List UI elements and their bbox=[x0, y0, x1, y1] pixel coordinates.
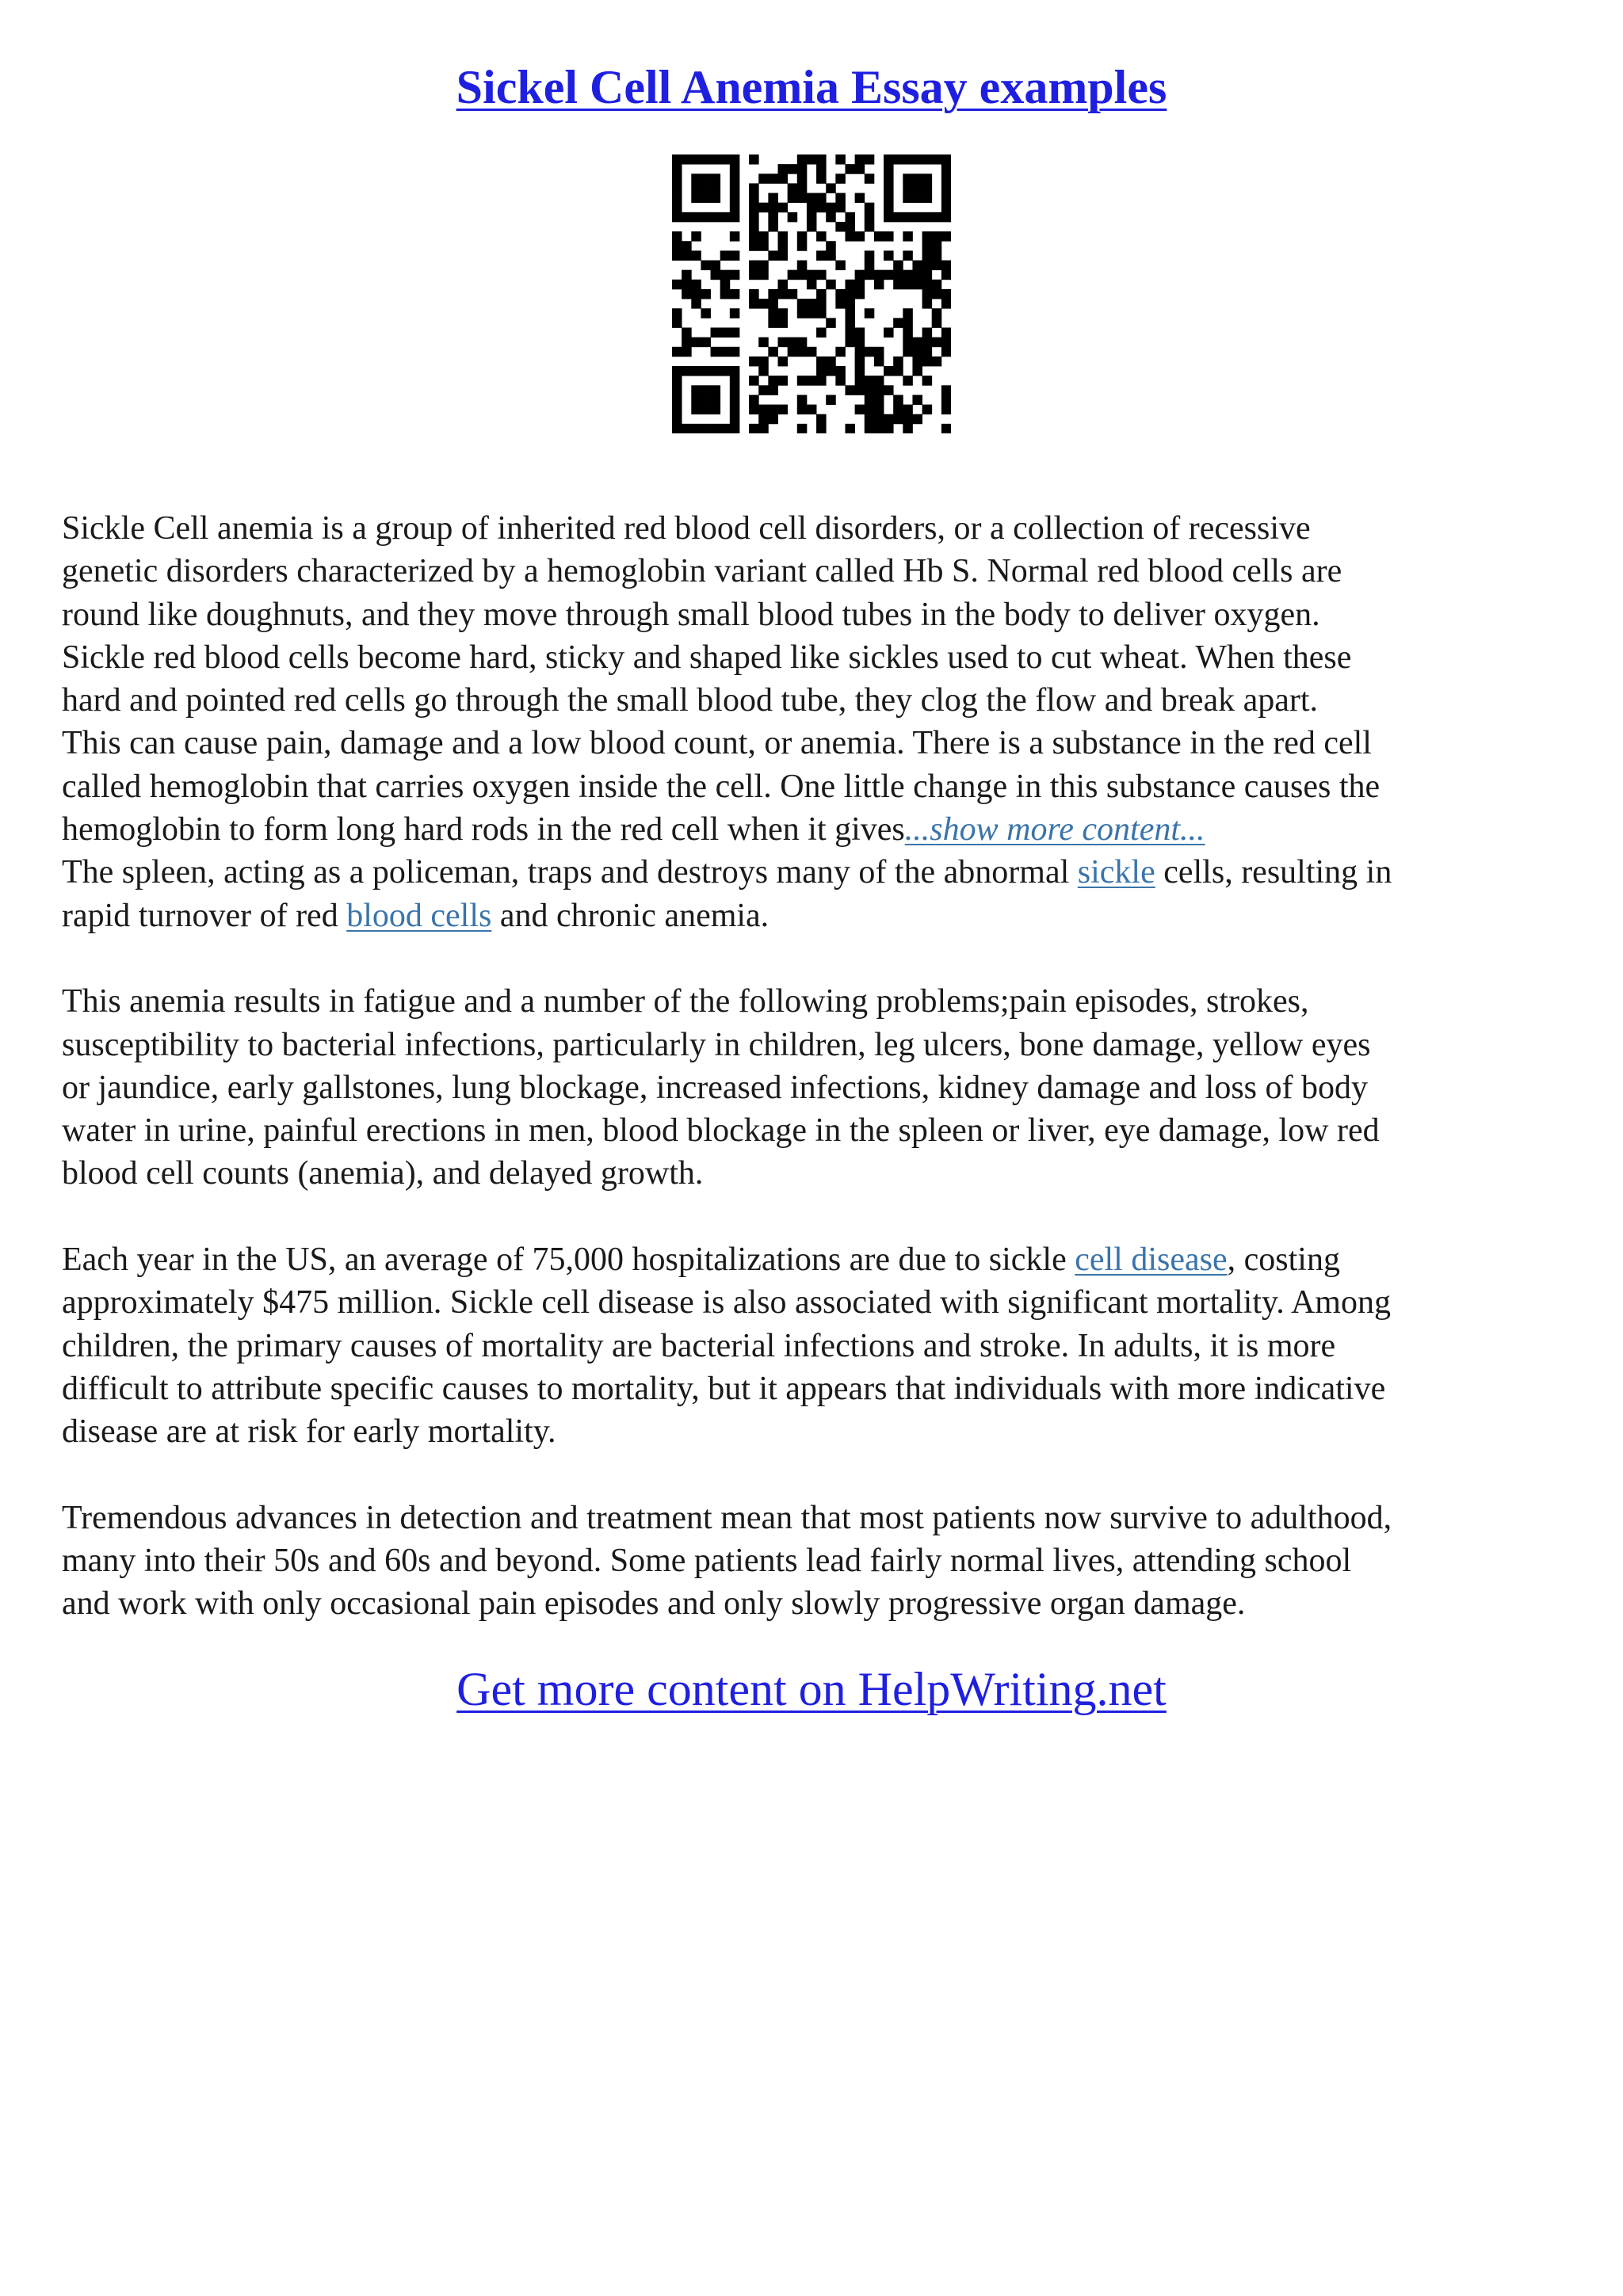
page-title-link[interactable]: Sickel Cell Anemia Essay examples bbox=[456, 61, 1167, 113]
footer-helpwriting-link[interactable]: Get more content on HelpWriting.net bbox=[456, 1663, 1167, 1715]
qr-code-icon bbox=[672, 154, 951, 433]
text-segment: rapid turnover of red bbox=[62, 897, 347, 934]
text-line: round like doughnuts, and they move through small blood tubes in the body to deliver oxygen. bbox=[62, 596, 1320, 633]
essay-body bbox=[62, 507, 1575, 1626]
blood-cells-link[interactable]: blood cells bbox=[346, 897, 492, 934]
text-line: This anemia results in fatigue and a number of the following problems;pain episodes, strokes, bbox=[62, 983, 1309, 1020]
cell-disease-link[interactable]: cell disease bbox=[1075, 1241, 1228, 1279]
text-segment: Each year in the US, an average of 75,000 hospitalizations are due to sickle bbox=[62, 1241, 1075, 1279]
text-segment: The spleen, acting as a policeman, traps and destroys many of the abnormal bbox=[62, 854, 1078, 891]
text-line: approximately $475 million. Sickle cell disease is also associated with significant mortality. Among bbox=[62, 1284, 1391, 1322]
text-line: blood cell counts (anemia), and delayed growth. bbox=[62, 1155, 704, 1192]
text-line: difficult to attribute specific causes to mortality, but it appears that individuals with more indicative bbox=[62, 1370, 1386, 1407]
text-line bbox=[62, 808, 1575, 851]
text-segment: and chronic anemia. bbox=[491, 897, 769, 934]
text-line: Sickle Cell anemia is a group of inherited red blood cell disorders, or a collection of recessive bbox=[62, 510, 1311, 547]
text-segment: hemoglobin to form long hard rods in the red cell when it gives bbox=[62, 811, 905, 849]
text-line: genetic disorders characterized by a hemoglobin variant called Hb S. Normal red blood cells are bbox=[62, 553, 1342, 590]
sickle-link[interactable]: sickle bbox=[1077, 854, 1155, 891]
text-line: hard and pointed red cells go through the small blood tube, they clog the flow and break apart. bbox=[62, 682, 1319, 719]
text-line: many into their 50s and 60s and beyond. Some patients lead fairly normal lives, attending school bbox=[62, 1543, 1352, 1580]
text-line: water in urine, painful erections in men, blood blockage in the spleen or liver, eye damage, low red bbox=[62, 1112, 1380, 1150]
text-segment: cells, resulting in bbox=[1155, 854, 1392, 891]
text-line: children, the primary causes of mortality are bacterial infections and stroke. In adults, it is more bbox=[62, 1327, 1336, 1364]
text-line bbox=[62, 851, 1575, 894]
text-line bbox=[62, 1238, 1575, 1281]
text-line: and work with only occasional pain episodes and only slowly progressive organ damage. bbox=[62, 1585, 1246, 1623]
paragraph-gap bbox=[62, 937, 1575, 980]
text-line: susceptibility to bacterial infections, particularly in children, leg ulcers, bone damage, yellow eyes bbox=[62, 1026, 1371, 1063]
text-line: called hemoglobin that carries oxygen inside the cell. One little change in this substance causes the bbox=[62, 768, 1381, 805]
text-line: disease are at risk for early mortality. bbox=[62, 1413, 556, 1451]
text-line: This can cause pain, damage and a low blood count, or anemia. There is a substance in the red cell bbox=[62, 725, 1372, 762]
text-line: Tremendous advances in detection and treatment mean that most patients now survive to adulthood, bbox=[62, 1499, 1392, 1536]
text-line: or jaundice, early gallstones, lung blockage, increased infections, kidney damage and loss of body bbox=[62, 1069, 1369, 1106]
show-more-link[interactable]: ...show more content... bbox=[904, 811, 1205, 849]
text-segment: , costing bbox=[1227, 1241, 1340, 1279]
paragraph-gap bbox=[62, 1196, 1575, 1238]
text-line: Sickle red blood cells become hard, sticky and shaped like sickles used to cut wheat. When these bbox=[62, 639, 1352, 676]
text-line bbox=[62, 894, 1575, 937]
paragraph-gap bbox=[62, 1454, 1575, 1497]
